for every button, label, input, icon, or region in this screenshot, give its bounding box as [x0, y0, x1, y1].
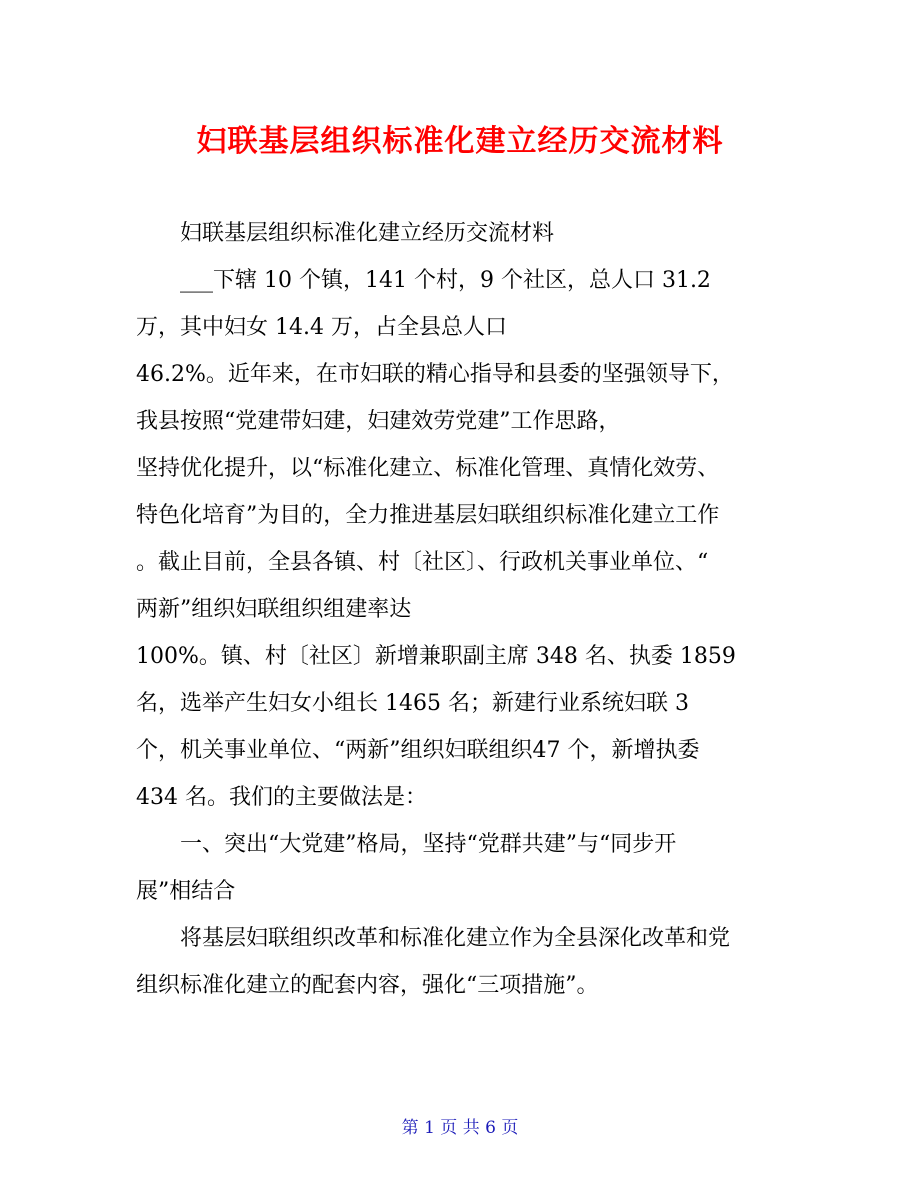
body-line: 我县按照“党建带妇建，妇建效劳党建”工作思路， [136, 409, 621, 434]
document-title: 妇联基层组织标准化建立经历交流材料 [196, 124, 724, 159]
section-heading-line: 一、突出“大党建”格局，坚持“党群共建”与“同步开 [180, 832, 677, 857]
body-line: 妇联基层组织标准化建立经历交流材料 [180, 221, 555, 246]
body-line: 个，机关事业单位、“两新”组织妇联组织47 个，新增执委 [136, 738, 700, 763]
page-footer: 第 1 页 共 6 页 [401, 1118, 519, 1138]
body-line: 100%。镇、村〔社区〕新增兼职副主席 348 名、执委 1859 [136, 644, 736, 669]
body-line: 名，选举产生妇女小组长 1465 名；新建行业系统妇联 3 [136, 691, 689, 716]
body-line: ___下辖 10 个镇，141 个村，9 个社区，总人口 31.2 [180, 268, 711, 293]
section-heading-line: 展”相结合 [136, 879, 236, 904]
body-line: 。截止目前，全县各镇、村〔社区〕、行政机关事业单位、“ [136, 550, 709, 575]
body-line: 46.2%。近年来，在市妇联的精心指导和县委的坚强领导下， [136, 362, 734, 387]
body-line: 两新”组织妇联组织组建率达 [136, 597, 412, 622]
body-line: 特色化培育”为目的，全力推进基层妇联组织标准化建立工作 [136, 503, 720, 528]
body-line: 将基层妇联组织改革和标准化建立作为全县深化改革和党 [180, 926, 731, 951]
body-line: 434 名。我们的主要做法是： [136, 785, 427, 810]
body-line: 万，其中妇女 14.4 万，占全县总人口 [136, 315, 507, 340]
body-line: 坚持优化提升，以“标准化建立、标准化管理、真情化效劳、 [136, 456, 720, 481]
body-line: 组织标准化建立的配套内容，强化“三项措施”。 [136, 973, 599, 998]
